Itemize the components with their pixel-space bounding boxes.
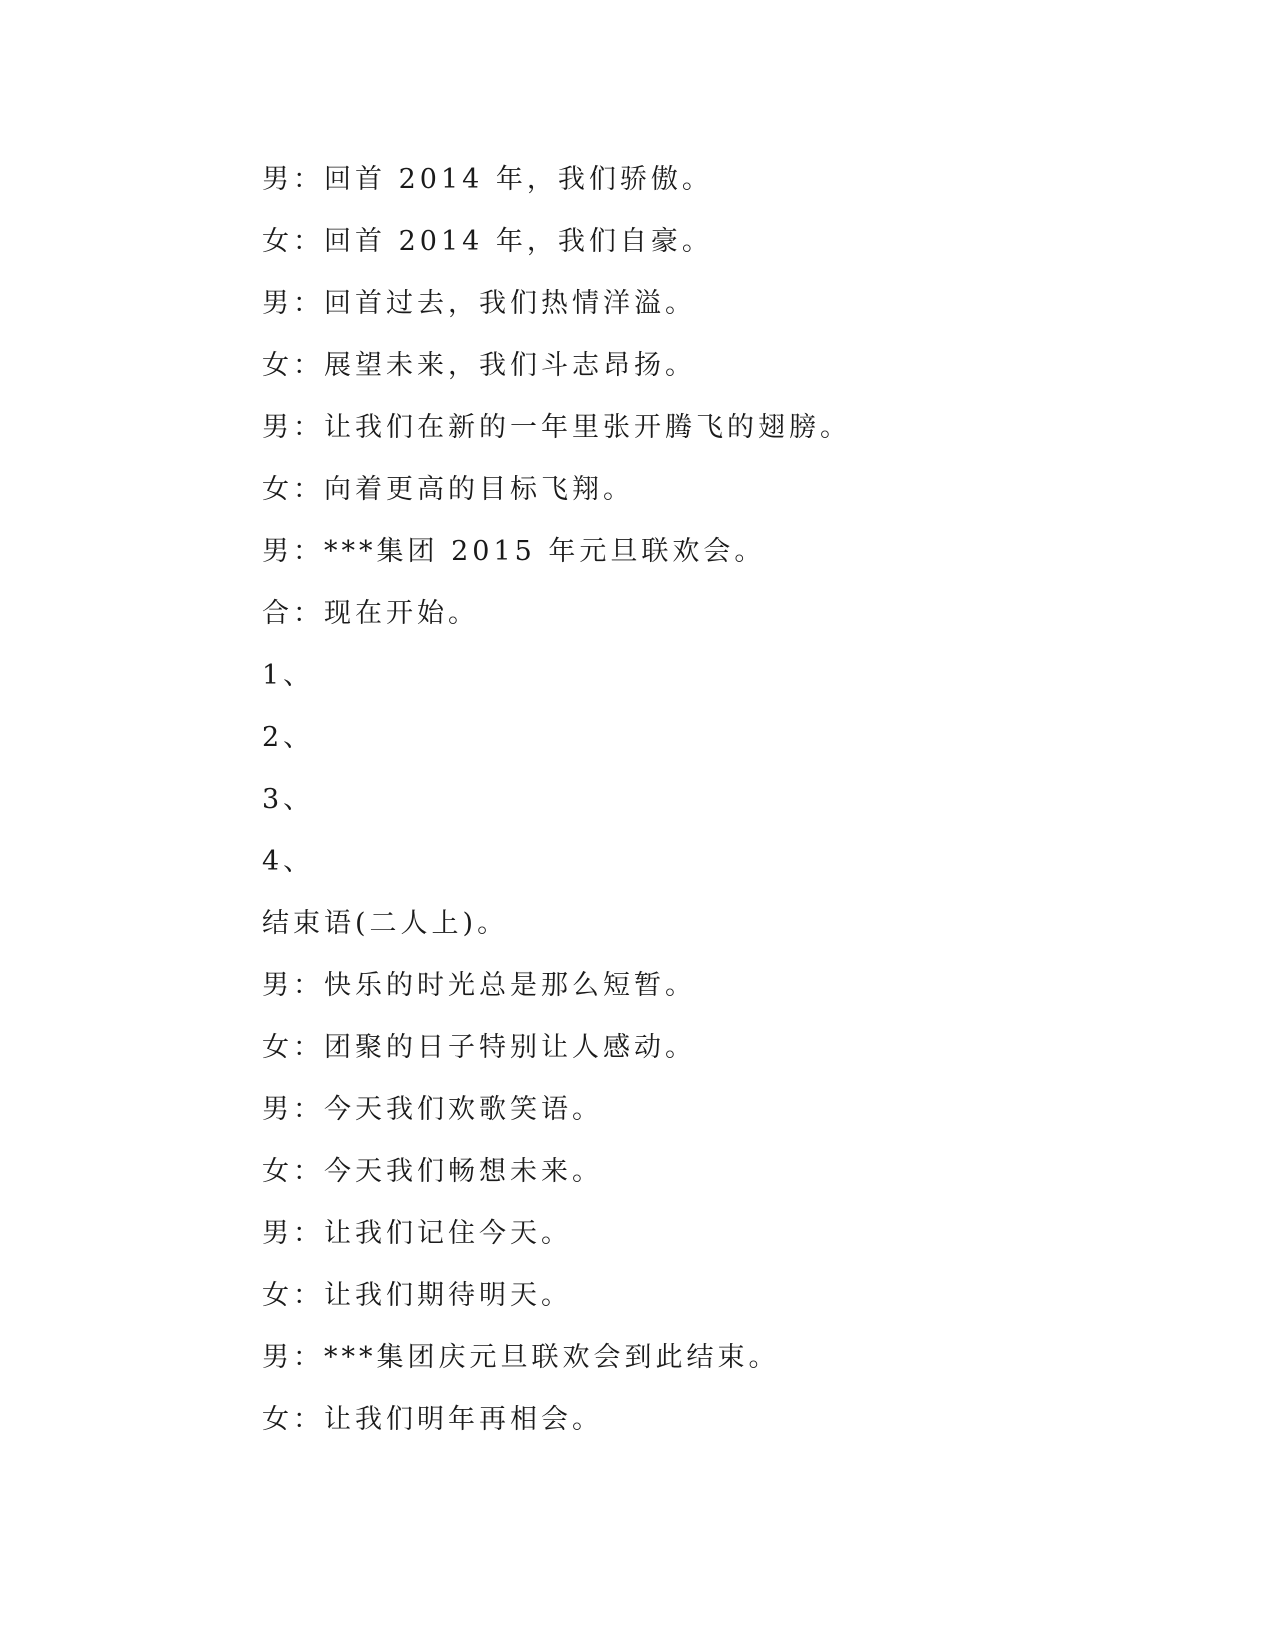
dialogue-line-4: 女：展望未来，我们斗志昂扬。 — [262, 350, 696, 381]
dialogue-line-12: 女：今天我们畅想未来。 — [262, 1156, 603, 1187]
document-body — [262, 158, 1142, 1460]
dialogue-line-2: 女：回首 2014 年，我们自豪。 — [262, 226, 713, 257]
dialogue-line-5: 男：让我们在新的一年里张开腾飞的翅膀。 — [262, 412, 851, 443]
dialogue-line-15: 男：***集团庆元旦联欢会到此结束。 — [262, 1342, 780, 1373]
dialogue-line-7: 男：***集团 2015 年元旦联欢会。 — [262, 536, 766, 567]
dialogue-line-1: 男：回首 2014 年，我们骄傲。 — [262, 164, 713, 195]
dialogue-line-9: 男：快乐的时光总是那么短暂。 — [262, 970, 696, 1001]
dialogue-line-8: 合：现在开始。 — [262, 598, 479, 629]
dialogue-line-14: 女：让我们期待明天。 — [262, 1280, 572, 1311]
list-item-2: 2、 — [262, 722, 315, 753]
dialogue-line-13: 男：让我们记住今天。 — [262, 1218, 572, 1249]
closing-heading: 结束语(二人上)。 — [262, 908, 509, 939]
dialogue-line-16: 女：让我们明年再相会。 — [262, 1404, 603, 1435]
dialogue-line-6: 女：向着更高的目标飞翔。 — [262, 474, 634, 505]
list-item-4: 4、 — [262, 846, 315, 877]
dialogue-line-3: 男：回首过去，我们热情洋溢。 — [262, 288, 696, 319]
dialogue-line-11: 男：今天我们欢歌笑语。 — [262, 1094, 603, 1125]
list-item-1: 1、 — [262, 660, 315, 691]
list-item-3: 3、 — [262, 784, 315, 815]
dialogue-line-10: 女：团聚的日子特别让人感动。 — [262, 1032, 696, 1063]
